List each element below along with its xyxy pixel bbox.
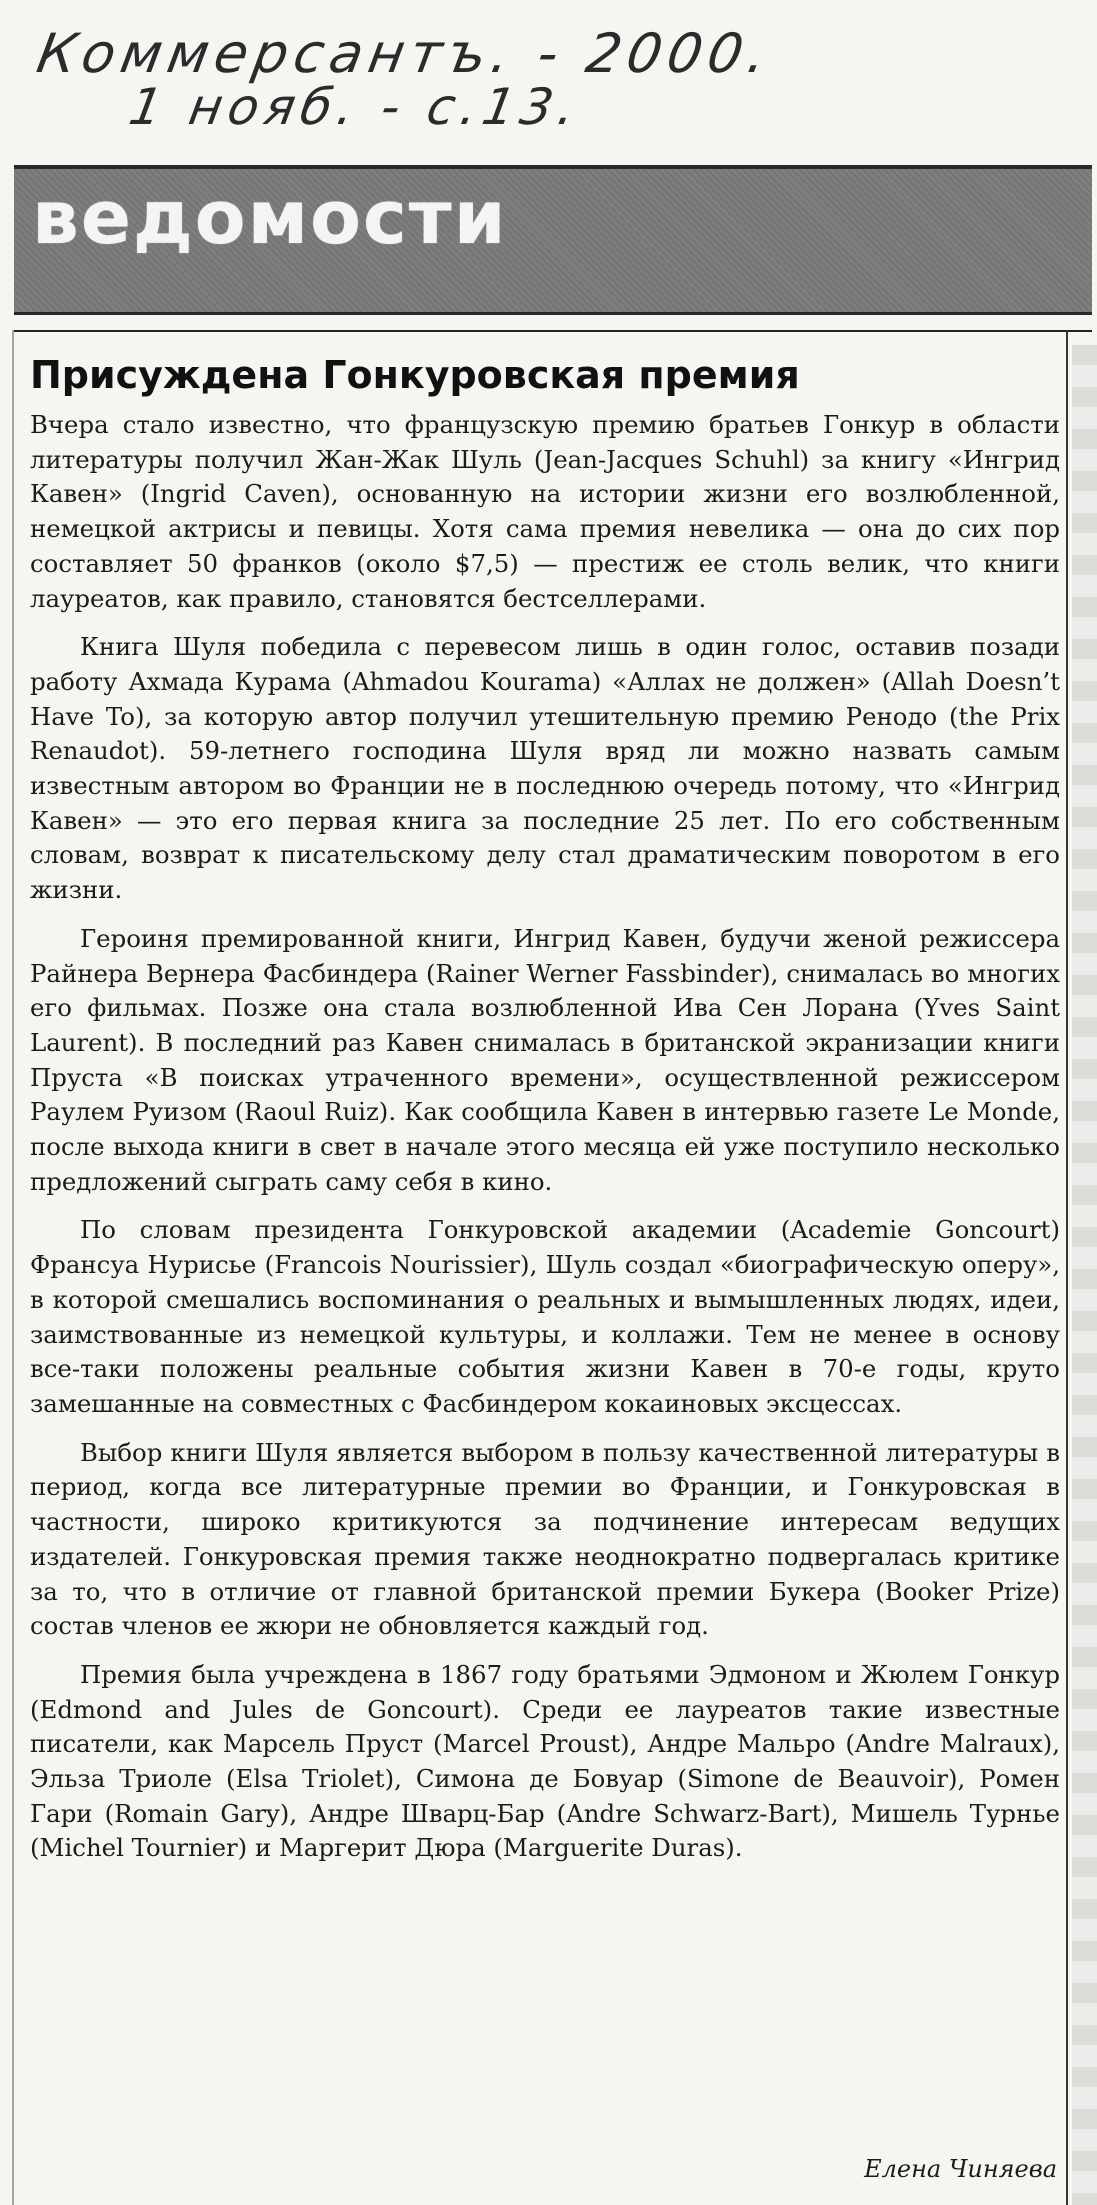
article-paragraph: Вчера стало известно, что французскую премию братьев Гонкур в области литературы получил Жан-Жак Шуль (Jean-Jacques Schuhl) за книгу «Ингрид Кавен» (Ingrid Caven), основанную на истории жизни его возлюбленной, немецкой актрисы и певицы. Хотя сама премия невелика — она до сих пор составляет 50 франков (около $7,5) — престиж ее столь велик, что книги лауреатов, как правило, становятся бестселлерами. bbox=[30, 410, 1060, 613]
handwritten-date-note: 1 нояб. - с.13. bbox=[124, 78, 586, 136]
left-column-edge bbox=[12, 330, 14, 2205]
author-signature: Елена Чиняева bbox=[864, 2155, 1057, 2183]
column-top-rule bbox=[14, 330, 1092, 332]
article-paragraph: Премия была учреждена в 1867 году братьями Эдмоном и Жюлем Гонкур (Edmond and Jules de Goncourt). Среди ее лауреатов такие известные писатели, как Марсель Пруст (Marcel Proust), Андре Мальро (Andre Malraux), Эльза Триоле (Elsa Triolet), Симона де Бовуар (Simone de Beauvoir), Ромен Гари (Romain Gary), Андре Шварц-Бар (Andre Schwarz-Bart), Мишель Турнье (Michel Tournier) и Маргерит Дюра (Marguerite Duras). bbox=[30, 1659, 1060, 1863]
rubric-banner bbox=[14, 165, 1092, 315]
handwritten-source-note: Коммерсантъ. - 2000. bbox=[32, 22, 778, 85]
article-paragraph: По словам президента Гонкуровской академии (Academie Goncourt) Франсуа Нурисье (Francois Nourissier), Шуль создал «биографическую оперу», в которой смешались воспоминания о реальных и вымышленных людях, идеи, заимствованные из немецкой культуры, и коллажи. Тем не менее в основу все-таки положены реальные события жизни Кавен в 70-е годы, круто замешанные на совместных с Фасбиндером кокаиновых эксцессах. bbox=[30, 1215, 1060, 1418]
column-divider bbox=[1066, 330, 1068, 2205]
rubric-title: ведомости bbox=[32, 175, 508, 261]
article-body bbox=[30, 408, 1060, 1880]
article-paragraph: Выбор книги Шуля является выбором в пользу качественной литературы в период, когда все литературные премии во Франции, и Гонкуровская в частности, широко критикуются за подчинение интересам ведущих издателей. Гонкуровская премия также неоднократно подвергалась критике за то, что в отличие от главной британской премии Букера (Booker Prize) состав членов ее жюри не обновляется каждый год. bbox=[30, 1437, 1060, 1641]
adjacent-column-bleed bbox=[1072, 345, 1097, 2205]
article-paragraph: Героиня премированной книги, Ингрид Кавен, будучи женой режиссера Райнера Вернера Фасбиндера (Rainer Werner Fassbinder), снималась во многих его фильмах. Позже она стала возлюбленной Ива Сен Лорана (Yves Saint Laurent). В последний раз Кавен снималась в британской экранизации книги Пруста «В поисках утраченного времени», осуществленной режиссером Раулем Руизом (Raoul Ruiz). Как сообщила Кавен в интервью газете Le Monde, после выхода книги в свет в начале этого месяца ей уже поступило несколько предложений сыграть саму себя в кино. bbox=[30, 923, 1060, 1196]
article-headline: Присуждена Гонкуровская премия bbox=[30, 353, 800, 397]
article-paragraph: Книга Шуля победила с перевесом лишь в один голос, оставив позади работу Ахмада Курама (Ahmadou Kourama) «Аллах не должен» (Allah Doesn’t Have To), за которую автор получил утешительную премию Ренодо (the Prix Renaudot). 59-летнего господина Шуля вряд ли можно назвать самым известным автором во Франции не в последнюю очередь потому, что «Ингрид Кавен» — это его первая книга за последние 25 лет. По его собственным словам, возврат к писательскому делу стал драматическим поворотом в его жизни. bbox=[30, 632, 1060, 905]
